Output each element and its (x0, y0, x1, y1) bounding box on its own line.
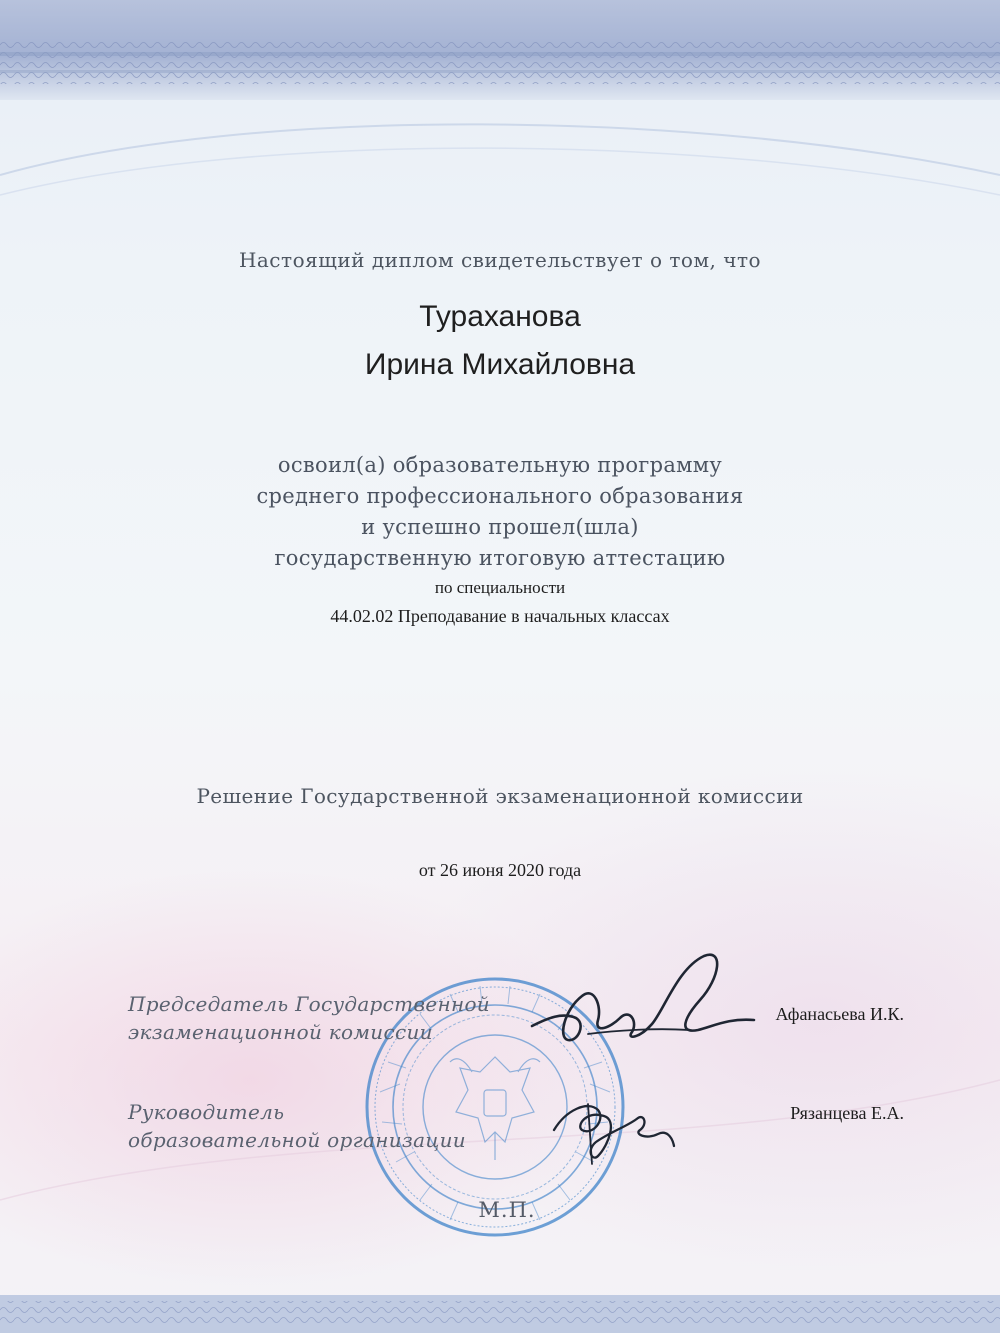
program-line: освоил(а) образовательную программу (277, 453, 723, 477)
chair-name: Афанасьева И.К. (775, 1004, 904, 1024)
chair-role-line: экзаменационной комиссии (128, 1020, 433, 1044)
head-role-line: Руководитель (128, 1100, 285, 1124)
program-line: среднего профессионального образования (256, 484, 744, 508)
commission-decision-date: от 26 июня 2020 года (418, 860, 582, 880)
head-role-title (128, 1098, 466, 1154)
program-statement (100, 450, 900, 574)
seal-mp-letters: М.П. (478, 1198, 536, 1222)
chair-role-line: Председатель Государственной (128, 992, 490, 1016)
graduate-surname: Тураханова (419, 300, 581, 333)
program-line: и успешно прошел(шла) (361, 515, 639, 539)
graduate-given-names: Ирина Михайловна (364, 348, 636, 381)
program-line: государственную итоговую аттестацию (274, 546, 726, 570)
specialty-value: 44.02.02 Преподавание в начальных классах (330, 606, 670, 626)
specialty-label: по специальности (434, 578, 566, 597)
head-role-line: образовательной организации (128, 1128, 466, 1152)
guilloche-border-bottom (0, 1295, 1000, 1333)
commission-decision-title: Решение Государственной экзаменационной комиссии (196, 784, 804, 808)
intro-statement: Настоящий диплом свидетельствует о том, что (238, 248, 762, 272)
head-name: Рязанцева Е.А. (790, 1103, 904, 1123)
chair-role-title (128, 990, 490, 1046)
